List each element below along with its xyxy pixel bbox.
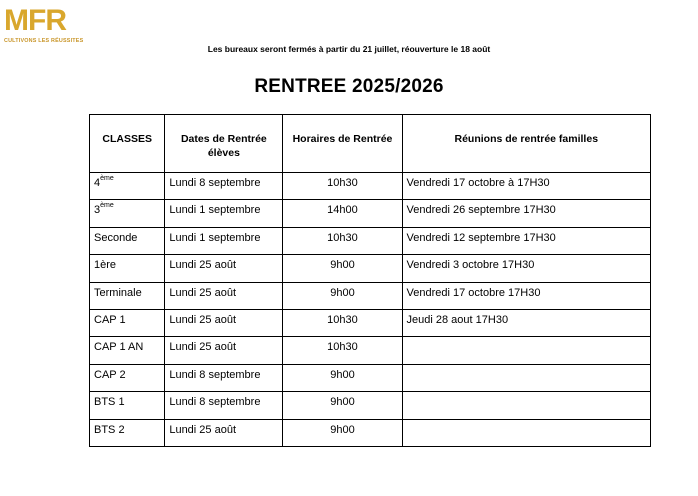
cell-classe	[90, 337, 165, 364]
header-reunions: Réunions de rentrée familles	[402, 115, 650, 173]
classe-label: CAP 1	[94, 313, 126, 326]
cell-horaire: 9h00	[283, 255, 402, 282]
classe-suffix: ème	[100, 175, 114, 182]
classe-label: BTS 2	[94, 423, 125, 436]
cell-date: Lundi 25 août	[165, 419, 283, 446]
table-row	[90, 282, 651, 309]
cell-classe	[90, 227, 165, 254]
logo-mark: MFR	[4, 4, 66, 37]
cell-horaire: 9h00	[283, 392, 402, 419]
classe-label: CAP 1 AN	[94, 341, 144, 354]
header-classes: CLASSES	[90, 115, 165, 173]
cell-classe	[90, 392, 165, 419]
table-row	[90, 200, 651, 227]
table-row	[90, 364, 651, 391]
cell-date: Lundi 1 septembre	[165, 200, 283, 227]
cell-horaire: 9h00	[283, 419, 402, 446]
table-row	[90, 392, 651, 419]
header-horaires: Horaires de Rentrée	[283, 115, 402, 173]
cell-classe	[90, 309, 165, 336]
table-body	[90, 173, 651, 447]
classe-label: Seconde	[94, 231, 138, 244]
cell-classe	[90, 173, 165, 200]
cell-date: Lundi 25 août	[165, 337, 283, 364]
closure-notice: Les bureaux seront fermés à partir du 21 juillet, réouverture le 18 août	[207, 44, 491, 54]
cell-date: Lundi 25 août	[165, 309, 283, 336]
cell-reunion: Vendredi 17 octobre à 17H30	[402, 173, 650, 200]
classe-label: 1ère	[94, 259, 117, 272]
classe-suffix: ème	[100, 202, 114, 210]
rentree-table	[89, 114, 651, 447]
cell-reunion	[402, 419, 650, 446]
cell-reunion	[402, 364, 650, 391]
cell-classe	[90, 200, 165, 227]
cell-reunion: Vendredi 17 octobre 17H30	[402, 282, 650, 309]
mfr-logo	[4, 6, 114, 48]
logo-tagline: CULTIVONS LES RÉUSSITES	[4, 38, 84, 44]
cell-date: Lundi 25 août	[165, 255, 283, 282]
cell-date: Lundi 8 septembre	[165, 364, 283, 391]
cell-reunion	[402, 337, 650, 364]
table-row	[90, 419, 651, 446]
table-header-row	[90, 115, 651, 173]
classe-label: BTS 1	[94, 396, 125, 409]
cell-reunion: Jeudi 28 aout 17H30	[402, 309, 650, 336]
cell-classe	[90, 255, 165, 282]
cell-horaire: 10h30	[283, 309, 402, 336]
table-row	[90, 337, 651, 364]
cell-date: Lundi 8 septembre	[165, 173, 283, 200]
cell-horaire: 14h00	[283, 200, 402, 227]
cell-classe	[90, 419, 165, 446]
cell-date: Lundi 1 septembre	[165, 227, 283, 254]
page-title: RENTREE 2025/2026	[254, 76, 444, 97]
cell-horaire: 9h00	[283, 282, 402, 309]
cell-date: Lundi 8 septembre	[165, 392, 283, 419]
cell-horaire: 9h00	[283, 364, 402, 391]
cell-reunion: Vendredi 26 septembre 17H30	[402, 200, 650, 227]
cell-horaire: 10h30	[283, 227, 402, 254]
cell-reunion	[402, 392, 650, 419]
classe-label: 4	[94, 177, 101, 189]
table-row	[90, 227, 651, 254]
classe-label: 3	[94, 204, 101, 217]
table-row	[90, 255, 651, 282]
classe-label: CAP 2	[94, 368, 126, 381]
cell-reunion: Vendredi 3 octobre 17H30	[402, 255, 650, 282]
cell-classe	[90, 282, 165, 309]
cell-horaire: 10h30	[283, 173, 402, 200]
cell-horaire: 10h30	[283, 337, 402, 364]
table-row	[90, 173, 651, 200]
classe-label: Terminale	[94, 286, 142, 299]
cell-classe	[90, 364, 165, 391]
header-dates: Dates de Rentrée élèves	[165, 115, 283, 173]
cell-reunion: Vendredi 12 septembre 17H30	[402, 227, 650, 254]
table-row	[90, 309, 651, 336]
cell-date: Lundi 25 août	[165, 282, 283, 309]
